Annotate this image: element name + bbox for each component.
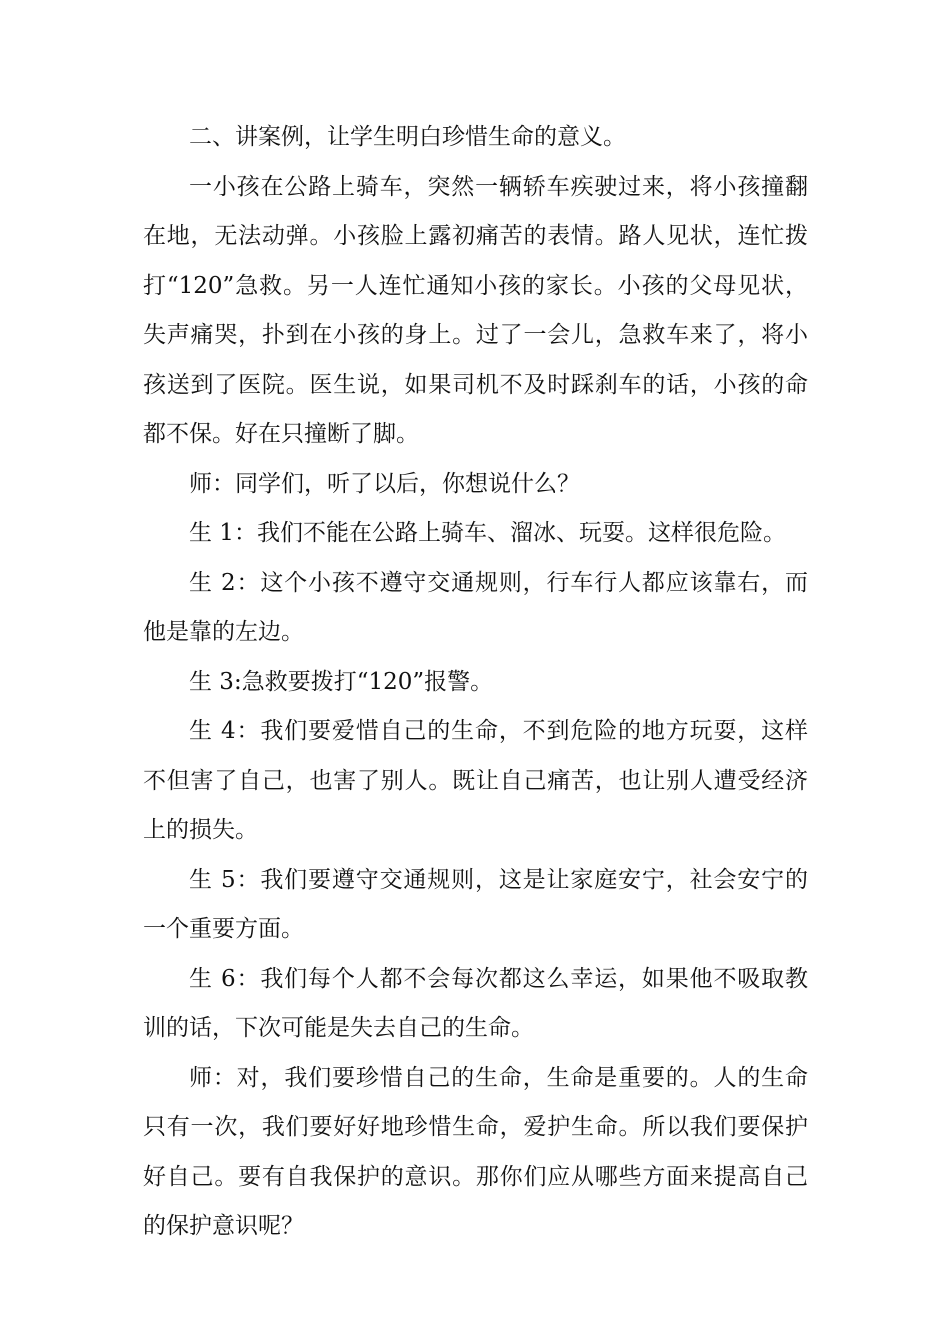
student-answer-4: 生 4：我们要爱惜自己的生命，不到危险的地方玩耍，这样不但害了自己，也害了别人。既让自己痛苦，也让别人遭受经济上的损失。 — [143, 718, 808, 843]
student-answer-6: 生 6：我们每个人都不会每次都这么幸运，如果他不吸取教训的话，下次可能是失去自己的生命。 — [143, 965, 808, 1041]
teacher-summary: 师：对，我们要珍惜自己的生命，生命是重要的。人的生命只有一次，我们要好好地珍惜生命，爱护生命。所以我们要保护好自己。要有自我保护的意识。那你们应从哪些方面来提高自己的保护意识呢？ — [143, 1064, 808, 1239]
student-answer-5: 生 5：我们要遵守交通规则，这是让家庭安宁，社会安宁的一个重要方面。 — [143, 866, 808, 942]
section-heading: 二、讲案例，让学生明白珍惜生命的意义。 — [189, 124, 626, 150]
case-story-paragraph: 一小孩在公路上骑车，突然一辆轿车疾驶过来，将小孩撞翻在地，无法动弹。小孩脸上露初痛苦的表情。路人见状，连忙拨打“120”急救。另一人连忙通知小孩的家长。小孩的父母见状，失声痛哭，扑到在小孩的身上。过了一会儿，急救车来了，将小孩送到了医院。医生说，如果司机不及时踩刹车的话，小孩的命都不保。好在只撞断了脚。 — [143, 173, 808, 447]
teacher-question: 师：同学们，听了以后，你想说什么？ — [189, 470, 580, 497]
student-answer-1: 生 1：我们不能在公路上骑车、溜冰、玩耍。这样很危险。 — [189, 520, 786, 546]
student-answer-2: 生 2：这个小孩不遵守交通规则，行车行人都应该靠右，而他是靠的左边。 — [143, 569, 808, 645]
document-body — [143, 113, 808, 1252]
student-answer-3: 生 3:急救要拨打“120”报警。 — [189, 668, 494, 695]
